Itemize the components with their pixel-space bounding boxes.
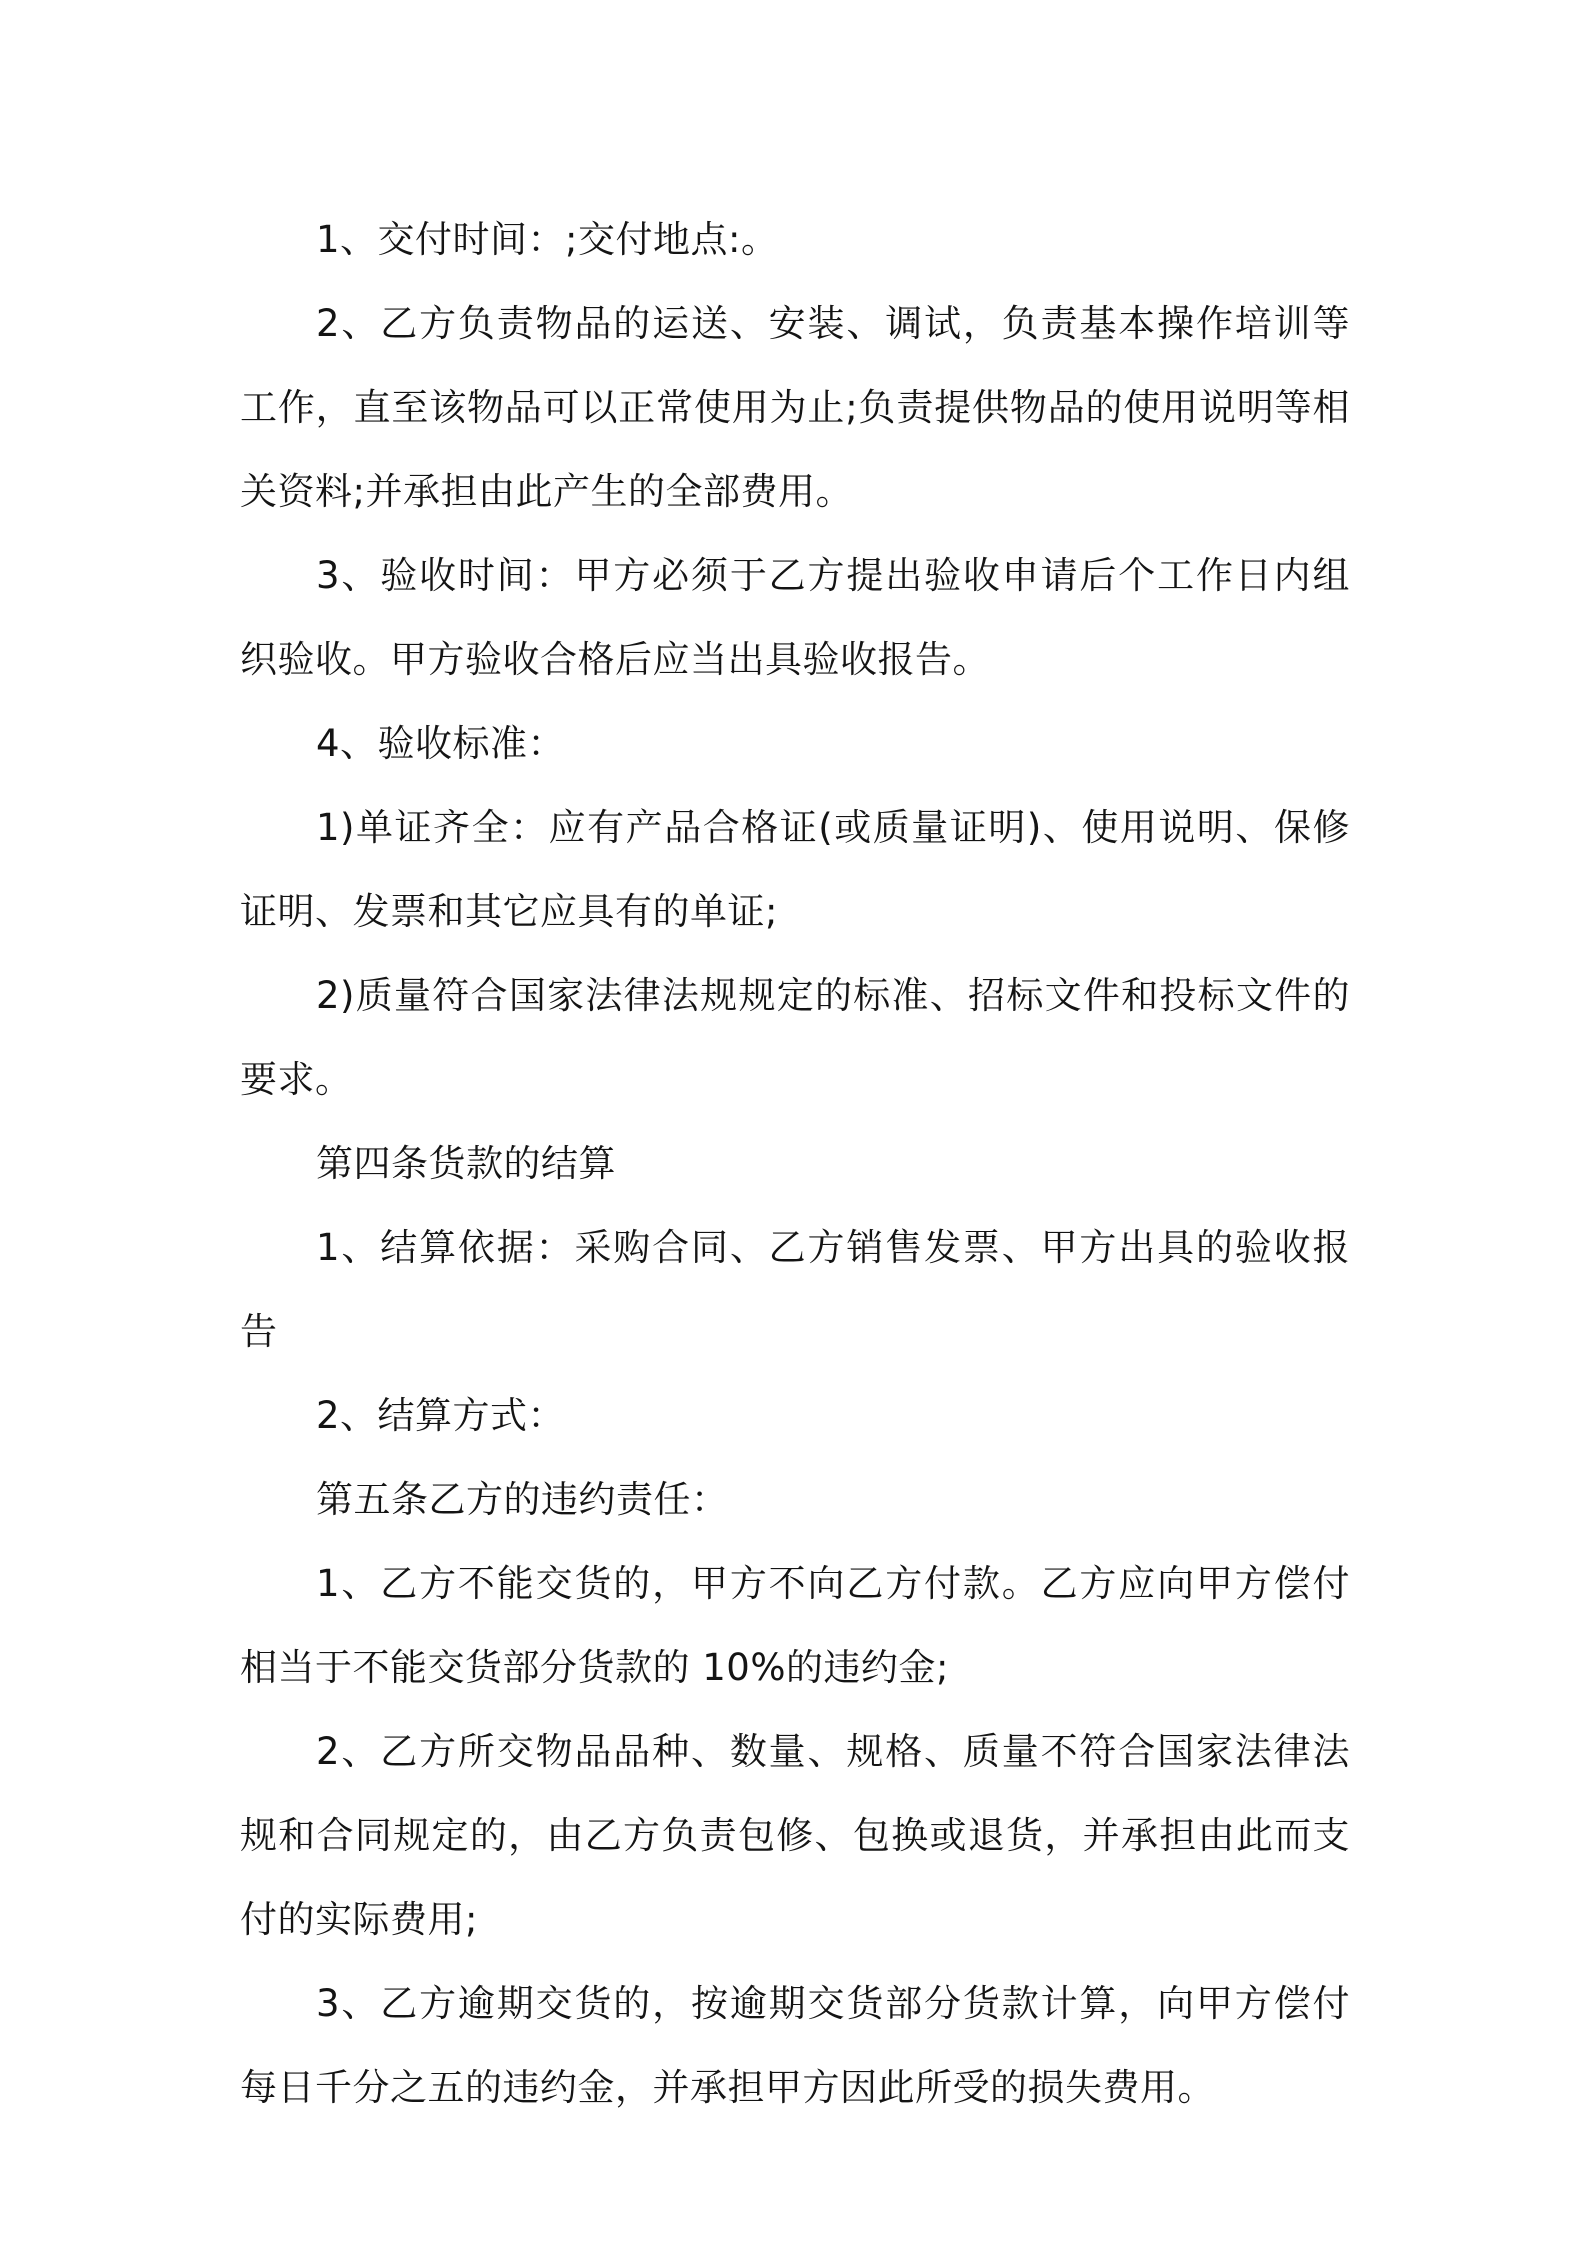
- section-heading-settlement: 第四条货款的结算: [316, 1142, 616, 1185]
- paragraph-delivery-time: 1、交付时间：;交付地点:。: [316, 218, 779, 261]
- paragraph-quality-requirement: 2)质量符合国家法律法规规定的标准、招标文件和投标文件的要求。: [240, 974, 1350, 1101]
- paragraph-settlement-method: 2、结算方式：: [316, 1394, 566, 1437]
- paragraph-nonconforming-goods: 2、乙方所交物品品种、数量、规格、质量不符合国家法律法规和合同规定的，由乙方负责包修、包换或退货，并承担由此而支付的实际费用;: [240, 1730, 1350, 1941]
- paragraph-late-delivery: 3、乙方逾期交货的，按逾期交货部分货款计算，向甲方偿付每日千分之五的违约金，并承担甲方因此所受的损失费用。: [240, 1982, 1350, 2109]
- paragraph-documents-complete: 1)单证齐全：应有产品合格证(或质量证明)、使用说明、保修证明、发票和其它应具有的单证;: [240, 806, 1350, 933]
- paragraph-acceptance-time: 3、验收时间：甲方必须于乙方提出验收申请后个工作日内组织验收。甲方验收合格后应当出具验收报告。: [240, 554, 1350, 681]
- paragraph-settlement-basis: 1、结算依据：采购合同、乙方销售发票、甲方出具的验收报告: [240, 1226, 1350, 1353]
- paragraph-transport-install: 2、乙方负责物品的运送、安装、调试，负责基本操作培训等工作，直至该物品可以正常使用为止;负责提供物品的使用说明等相关资料;并承担由此产生的全部费用。: [240, 302, 1350, 513]
- section-heading-liability: 第五条乙方的违约责任：: [316, 1478, 729, 1521]
- paragraph-acceptance-standard: 4、验收标准：: [316, 722, 566, 765]
- paragraph-non-delivery: 1、乙方不能交货的，甲方不向乙方付款。乙方应向甲方偿付相当于不能交货部分货款的 10%的违约金;: [240, 1562, 1350, 1689]
- document-body: [240, 198, 1350, 2130]
